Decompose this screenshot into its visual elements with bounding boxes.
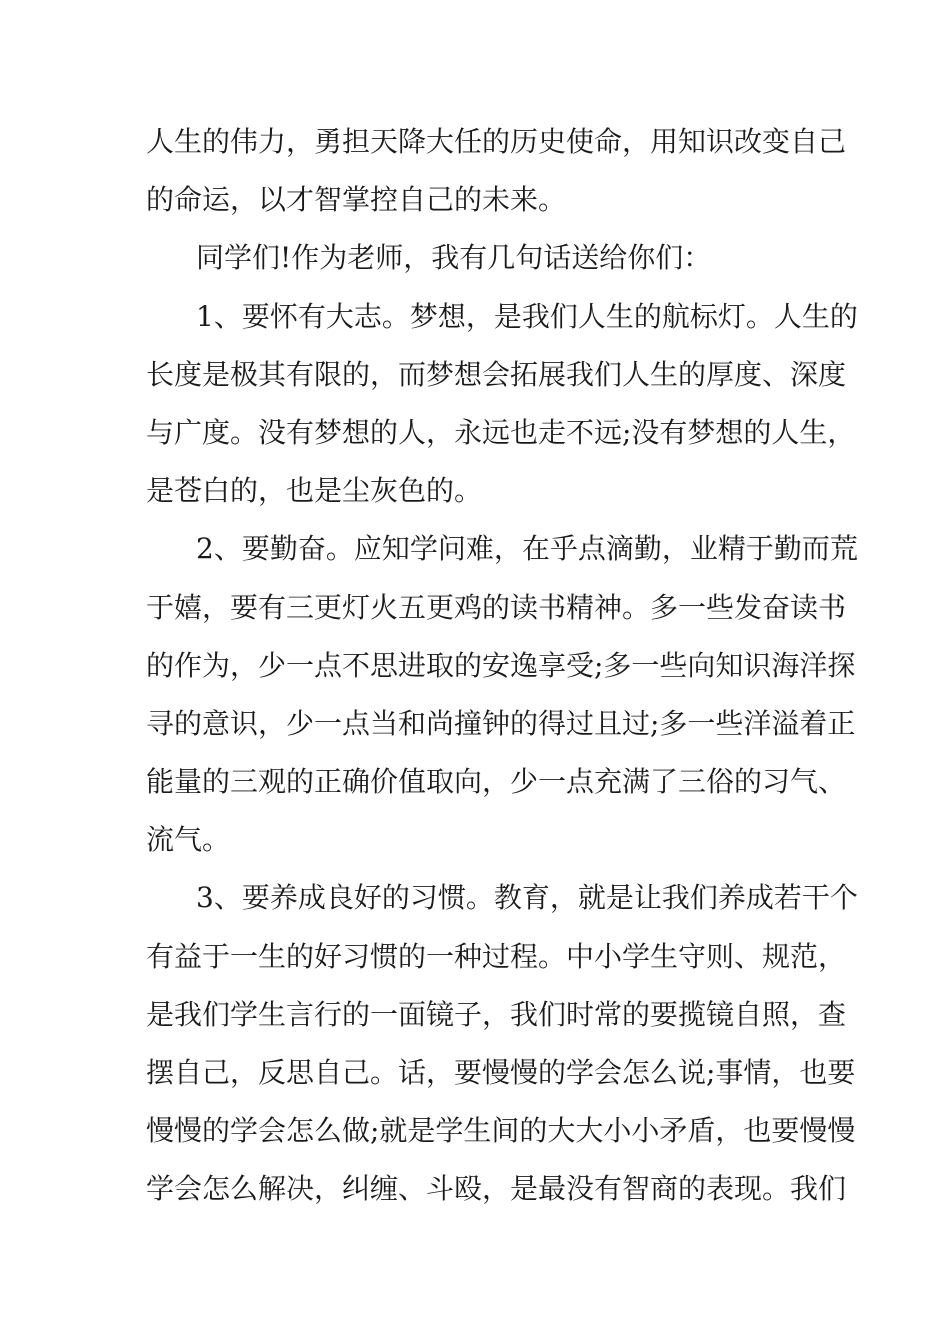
text-line: 3、要养成良好的习惯。教育，就是让我们养成若干个 <box>196 881 858 915</box>
text-line: 长度是极其有限的，而梦想会拓展我们人生的厚度、深度 <box>146 357 847 391</box>
text-line: 慢慢的学会怎么做;就是学生间的大大小小矛盾，也要慢慢 <box>146 1114 856 1148</box>
text-line: 是苍白的，也是尘灰色的。 <box>146 474 483 508</box>
text-line: 于嬉，要有三更灯火五更鸡的读书精神。多一些发奋读书 <box>146 590 847 624</box>
text-line: 与广度。没有梦想的人，永远也走不远;没有梦想的人生， <box>146 415 856 449</box>
text-line: 寻的意识，少一点当和尚撞钟的得过且过;多一些洋溢着正 <box>146 706 856 740</box>
text-line: 人生的伟力，勇担天降大任的历史使命，用知识改变自己 <box>146 125 847 158</box>
text-line: 有益于一生的好习惯的一种过程。中小学生守则、规范， <box>146 939 847 973</box>
text-line: 的命运，以才智掌控自己的未来。 <box>146 183 567 217</box>
text-line: 1、要怀有大志。梦想，是我们人生的航标灯。人生的 <box>196 299 858 333</box>
text-line: 流气。 <box>146 823 231 857</box>
paragraph-5 <box>146 869 858 1218</box>
text-line: 摆自己，反思自己。话，要慢慢的学会怎么说;事情，也要 <box>146 1056 856 1089</box>
text-line: 能量的三观的正确价值取向，少一点充满了三俗的习气、 <box>146 765 847 799</box>
body-text <box>146 113 858 1219</box>
text-line: 2、要勤奋。应知学问难，在乎点滴勤，业精于勤而荒 <box>196 532 858 566</box>
text-line: 同学们!作为老师，我有几句话送给你们： <box>196 241 712 275</box>
text-line: 是我们学生言行的一面镜子，我们时常的要揽镜自照，查 <box>146 997 847 1031</box>
text-line: 学会怎么解决，纠缠、斗殴，是最没有智商的表现。我们 <box>146 1172 847 1206</box>
paragraph-3 <box>146 288 858 521</box>
text-line: 的作为，少一点不思进取的安逸享受;多一些向知识海洋探 <box>146 648 856 682</box>
paragraph-1 <box>146 113 847 229</box>
paragraph-2 <box>146 229 806 287</box>
paragraph-4 <box>146 520 858 869</box>
